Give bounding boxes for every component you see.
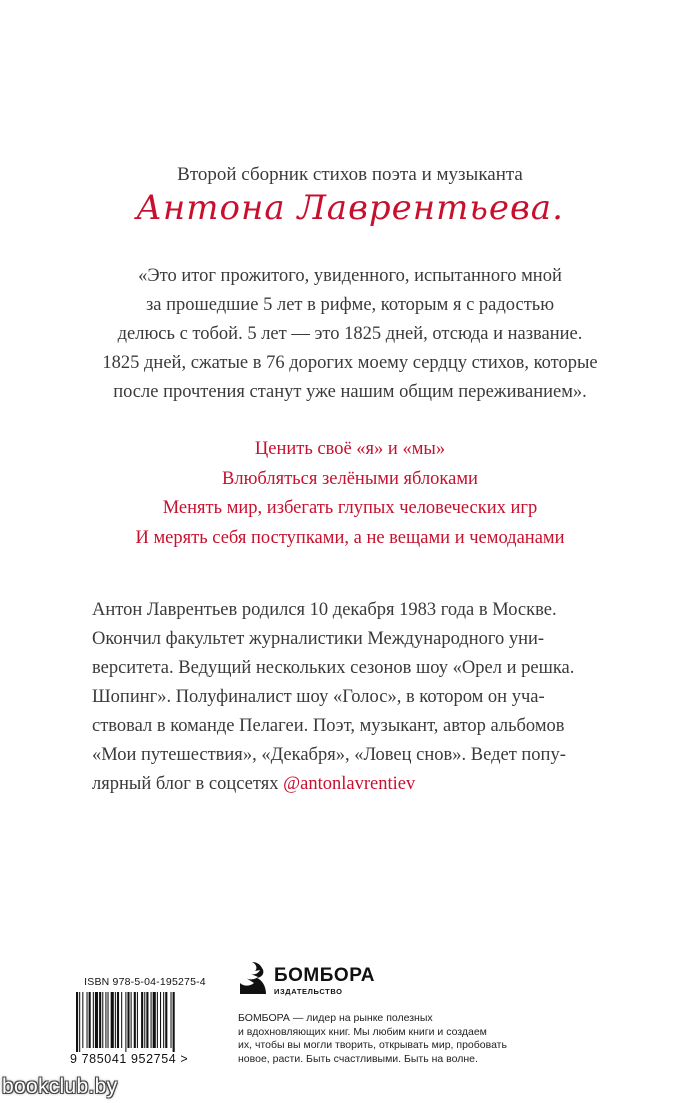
poem-line: И мерять себя поступками, а не вещами и чемоданами (135, 527, 565, 548)
author-quote (70, 262, 630, 407)
publisher-description-line: новое, расти. Быть счастливыми. Быть на волне. (238, 1052, 478, 1065)
publisher-description-line: и вдохновляющих книг. Мы любим книги и создаем (238, 1025, 487, 1038)
publisher-name: БОМБОРА (274, 965, 375, 986)
barcode-bars (74, 992, 214, 1052)
site-watermark: bookclub.by (2, 1075, 118, 1098)
social-handle: @antonlavrentiev (283, 774, 416, 794)
bio-line: Антон Лаврентьев родился 10 декабря 1983 года в Москве. (92, 600, 557, 620)
poem-line: Менять мир, избегать глупых человеческих игр (162, 498, 538, 518)
bombora-wave-logo-icon (238, 960, 268, 996)
publisher-description (238, 1012, 538, 1066)
publisher-description-line: их, чтобы вы могли творить, открывать мир, пробовать (238, 1039, 507, 1052)
quote-line: делюсь с тобой. 5 лет — это 1825 дней, отсюда и название. (117, 324, 583, 344)
quote-line: 1825 дней, сжатые в 76 дорогих моему сердцу стихов, которые (102, 353, 598, 373)
quote-line: за прошедшие 5 лет в рифме, которым я с радостью (145, 295, 555, 315)
barcode-digits: 9 785041 952754 > (70, 1052, 189, 1066)
poem-line: Влюбляться зелёными яблоками (222, 468, 478, 489)
quote-line: «Это итог прожитого, увиденного, испытанного мной (138, 266, 562, 286)
bio-line: ствовал в команде Пелагеи. Поэт, музыкант, автор альбомов (92, 716, 565, 736)
publisher-subtitle: ИЗДАТЕЛЬСТВО (274, 987, 343, 996)
poem-excerpt (40, 435, 660, 553)
bio-line-text: лярный блог в соцсетях (92, 774, 284, 794)
publisher-brand (238, 960, 488, 1000)
author-signature: Антона Лаврентьева. (136, 188, 564, 228)
intro-line: Второй сборник стихов поэта и музыканта (177, 164, 523, 185)
barcode (70, 976, 220, 1074)
bio-line: «Мои путешествия», «Декабря», «Ловец снов». Ведет попу- (92, 745, 566, 765)
bio-line: Шопинг». Полуфиналист шоу «Голос», в котором он уча- (92, 687, 545, 707)
author-bio (92, 596, 622, 799)
bio-line: Окончил факультет журналистики Международного уни- (92, 629, 545, 649)
bio-line (92, 770, 622, 799)
poem-line: Ценить своё «я» и «мы» (254, 439, 446, 459)
bio-line: верситета. Ведущий нескольких сезонов шоу «Орел и решка. (92, 658, 575, 678)
isbn-label: ISBN 978-5-04-195275-4 (84, 976, 206, 988)
publisher-description-line: БОМБОРА — лидер на рынке полезных (238, 1012, 433, 1024)
quote-line: после прочтения станут уже нашим общим переживанием». (113, 382, 587, 402)
